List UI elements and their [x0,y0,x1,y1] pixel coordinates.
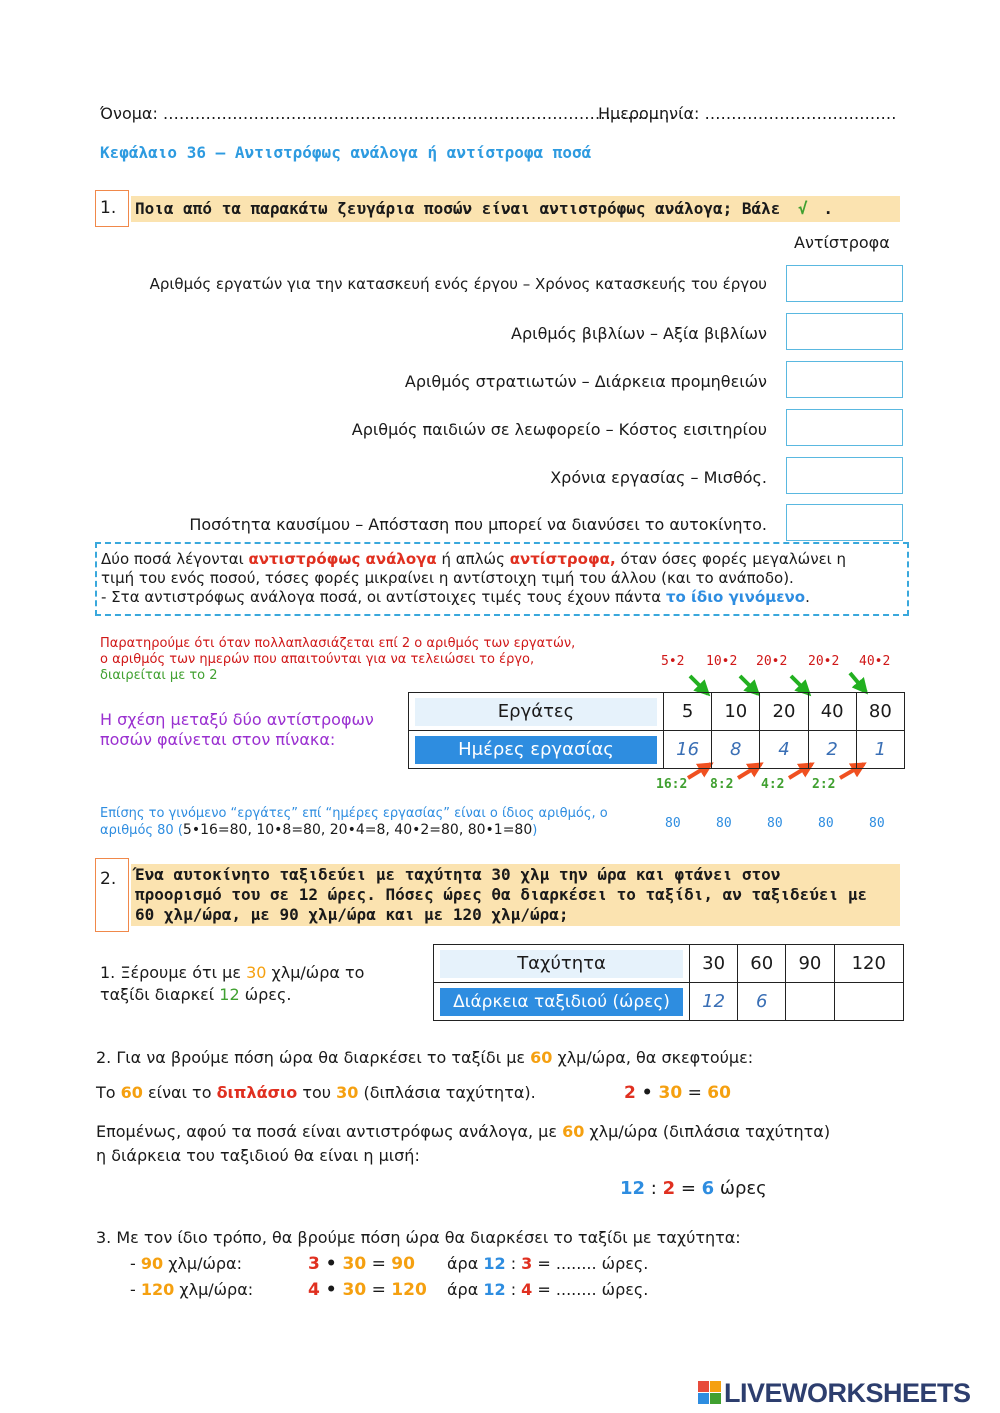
row120-ara: άρα [447,1280,484,1299]
date-field-label: Ημερομηνία: ……………………………… [598,104,897,123]
days-val-4: 2 [808,731,856,769]
double-word: διπλάσιο [216,1083,298,1102]
step-3-line: 3. Με τον ίδιο τρόπο, θα βρούμε πόση ώρα θα διαρκέσει το ταξίδι με ταχύτητα: [96,1228,741,1247]
mult-label-2: 10•2 [706,654,738,669]
speed-label-cell [434,945,690,983]
double-equation [624,1083,731,1103]
row120-divisor: 4 [521,1280,533,1299]
product-text-a: αριθμός 80 ( [100,823,183,838]
logo-text: LIVEWORKSHEETS [724,1378,971,1408]
product-3: 80 [767,816,783,831]
product-line-2 [100,822,608,839]
row120-speed: 120 [140,1280,175,1299]
row120-prefix [130,1280,253,1299]
div-label-3: 4:2 [761,777,785,792]
half-6: 6 [701,1178,715,1199]
days-label-cell [409,731,664,769]
double-30: 30 [336,1083,359,1102]
mult-label-4: 20•2 [808,654,840,669]
known-hours: 12 [219,985,240,1004]
def-term-product: το ίδιο γινόμενο [665,588,806,606]
duration-input-120[interactable] [834,983,903,1021]
step-2-line [96,1048,753,1067]
speed-val-2: 60 [738,945,786,983]
row90-12: 12 [483,1254,506,1273]
half-equation [620,1178,767,1199]
eq-dot: • [635,1083,659,1103]
days-row [409,731,905,769]
speed-duration-table [433,944,904,1021]
speed-val-1: 30 [690,945,738,983]
half-12: 12 [620,1178,646,1199]
mult-label-1: 5•2 [661,654,685,669]
step2-text-c: χλμ/ώρα, θα σκεφτούμε: [552,1048,754,1067]
product-1: 80 [665,816,681,831]
workers-val-1: 5 [664,693,712,731]
row120-dash: - [130,1280,141,1299]
product-2: 80 [716,816,732,831]
logo-blocks-icon [698,1381,722,1405]
known-text-c: χλμ/ώρα το [266,963,365,982]
days-val-5: 1 [856,731,904,769]
inverse-column-header: Αντίστροφα [794,233,890,252]
step2-speed: 60 [530,1048,553,1067]
eq-factor: 2 [624,1083,636,1103]
row120-blank[interactable]: ........ ώρες. [555,1280,649,1299]
duration-val-1: 12 [690,983,738,1021]
def-text-5: . [805,588,810,606]
known-text-f: ώρες. [239,985,292,1004]
def-term-inverse: αντιστρόφως ανάλογα [248,550,437,568]
row90-prefix [130,1254,242,1273]
pair-3-label: Αριθμός στρατιωτών – Διάρκεια προμηθειών [404,372,767,391]
name-field-label: Όνομα: …………………………………………………………………………………… [100,104,675,123]
known-text-d: ταξίδι διαρκεί [100,985,220,1004]
row-90 [130,1254,730,1278]
row90-ara: άρα [447,1254,484,1273]
workers-days-table [408,692,905,769]
observation-line-1: Παρατηρούμε ότι όταν πολλαπλασιάζεται επί 2 ο αριθμός των εργατών, [100,636,576,651]
question-1-number: 1. [95,190,129,227]
workers-val-2: 10 [712,693,760,731]
observation-line-3: διαιρείται με το 2 [100,668,218,683]
liveworksheets-logo [698,1378,996,1408]
relation-note [100,710,374,750]
therefore-text-c: χλμ/ώρα (διπλάσια ταχύτητα) [584,1122,831,1141]
row90-result: 90 [391,1254,415,1274]
question-2-prompt [131,864,900,926]
eq-60: 60 [707,1083,731,1103]
row90-div: άρα 12 : 3 = ........ ώρες. [447,1254,649,1273]
row90-divisor: 3 [521,1254,533,1273]
known-text-a: 1. Ξέρουμε ότι με [100,963,247,982]
product-5: 80 [869,816,885,831]
duration-label: Διάρκεια ταξιδιού (ώρες) [440,988,683,1016]
therefore-block [96,1120,830,1168]
row90-factor: 3 [308,1254,320,1274]
double-text-a: Το [96,1083,121,1102]
double-60: 60 [120,1083,143,1102]
question-2-line-3: 60 χλμ/ώρα, με 90 χλμ/ώρα και με 120 χλμ/ώρα; [135,905,569,924]
def-term-inverse-short: αντίστροφα, [509,550,616,568]
def-text-4: - Στα αντιστρόφως ανάλογα ποσά, οι αντίστοιχες τιμές τους έχουν πάντα [101,588,666,606]
pair-5-label: Χρόνια εργασίας – Μισθός. [550,468,767,487]
duration-row [434,983,904,1021]
check-mark-icon: √ [798,199,808,218]
relation-line-2: ποσών φαίνεται στον πίνακα: [100,730,336,749]
workers-val-3: 20 [760,693,808,731]
row120-30: 30 [342,1280,367,1300]
half-equals: = [675,1178,702,1199]
double-text-c: είναι το [142,1083,217,1102]
row90-eq: 3 • 30 = 90 [308,1254,415,1274]
row90-30: 30 [342,1254,367,1274]
half-2: 2 [662,1178,676,1199]
definition-line-2: τιμή του ενός ποσού, τόσες φορές μικραίνει η αντίστοιχη τιμή του άλλου (και το ανάποδο). [101,569,794,587]
div-label-4: 2:2 [812,777,836,792]
pair-4-label: Αριθμός παιδιών σε λεωφορείο – Κόστος εισιτηρίου [351,420,767,439]
row90-dash: - [130,1254,141,1273]
half-colon: : [645,1178,663,1199]
div-label-1: 16:2 [656,777,688,792]
days-val-3: 4 [760,731,808,769]
double-text-e: του [297,1083,337,1102]
speed-row [434,945,904,983]
double-line [96,1083,536,1102]
therefore-line-2: η διάρκεια του ταξιδιού θα είναι η μισή: [96,1146,420,1165]
row120-eq: 4 • 30 = 120 [308,1280,427,1300]
duration-input-90[interactable] [786,983,834,1021]
mult-label-3: 20•2 [756,654,788,669]
days-val-2: 8 [712,731,760,769]
days-val-1: 16 [664,731,712,769]
known-line-2 [100,984,364,1006]
row120-12: 12 [483,1280,506,1299]
pair-6-label: Ποσότητα καυσίμου – Απόσταση που μπορεί να διανύσει το αυτοκίνητο. [189,515,767,534]
question-2-line-2: προορισμό του σε 12 ώρες. Πόσες ώρες θα διαρκέσει το ταξίδι, αν ταξιδεύει με [135,885,868,904]
question-2-line-1: Ένα αυτοκίνητο ταξιδεύει με ταχύτητα 30 χλμ την ώρα και φτάνει στον [135,865,781,884]
product-note [100,806,608,839]
workers-row [409,693,905,731]
speed-label: Ταχύτητα [440,950,683,978]
row90-speed: 90 [140,1254,164,1273]
green-arrow-4 [850,673,866,692]
div-label-2: 8:2 [710,777,734,792]
def-text-1: Δύο ποσά λέγονται [101,550,249,568]
pair-1-label: Αριθμός εργατών για την κατασκευή ενός έργου – Χρόνος κατασκευής του έργου [149,275,767,293]
speed-val-3: 90 [786,945,834,983]
duration-val-2: 6 [738,983,786,1021]
row120-factor: 4 [308,1280,320,1300]
speed-val-4: 120 [834,945,903,983]
question-2-number: 2. [95,858,129,932]
row-120 [130,1280,730,1304]
therefore-60: 60 [562,1122,585,1141]
workers-val-4: 40 [808,693,856,731]
therefore-line-1 [96,1120,830,1144]
product-line-1: Επίσης το γινόμενο “εργάτες” επί “ημέρες εργασίας” είναι ο ίδιος αριθμός, ο [100,806,608,821]
therefore-text-a: Επομένως, αφού τα ποσά είναι αντιστρόφως ανάλογα, με [96,1122,563,1141]
half-hours: ώρες [714,1178,767,1199]
row120-div: άρα 12 : 4 = ........ ώρες. [447,1280,649,1299]
known-line-1 [100,962,364,984]
pair-2-label: Αριθμός βιβλίων – Αξία βιβλίων [511,324,767,343]
workers-label: Εργάτες [415,698,657,726]
double-text-g: (διπλάσια ταχύτητα). [358,1083,536,1102]
row120-result: 120 [391,1280,427,1300]
workers-label-cell [409,693,664,731]
row120-unit: χλμ/ώρα: [174,1280,254,1299]
eq-equals: = [682,1083,708,1103]
mult-label-5: 40•2 [859,654,891,669]
question-1-end: . [823,199,833,218]
observation-line-2: ο αριθμός των ημερών που απαιτούνται για να τελειώσει το έργο, [100,652,535,667]
known-speed: 30 [246,963,267,982]
duration-label-cell [434,983,690,1021]
row90-blank[interactable]: ........ ώρες. [555,1254,649,1273]
step2-text-a: 2. Για να βρούμε πόση ώρα θα διαρκέσει το ταξίδι με [96,1048,531,1067]
days-label: Ημέρες εργασίας [415,736,657,764]
workers-val-5: 80 [856,693,904,731]
green-arrows [690,673,866,694]
product-4: 80 [818,816,834,831]
known-fact [100,962,364,1006]
def-text-3: όταν όσες φορές μεγαλώνει η [615,550,847,568]
product-text-c: ) [532,823,538,838]
def-text-2: ή απλώς [436,550,510,568]
relation-line-1: Η σχέση μεταξύ δύο αντίστροφων [100,710,374,729]
eq-30: 30 [658,1083,683,1103]
row90-unit: χλμ/ώρα: [163,1254,242,1273]
product-equations: 5•16=80, 10•8=80, 20•4=8, 40•2=80, 80•1=80 [182,822,533,838]
chapter-title: Κεφάλαιο 36 – Αντιστρόφως ανάλογα ή αντίστροφα ποσά [100,143,592,162]
question-1-text: Ποια από τα παρακάτω ζευγάρια ποσών είναι αντιστρόφως ανάλογα; Βάλε [135,199,781,218]
